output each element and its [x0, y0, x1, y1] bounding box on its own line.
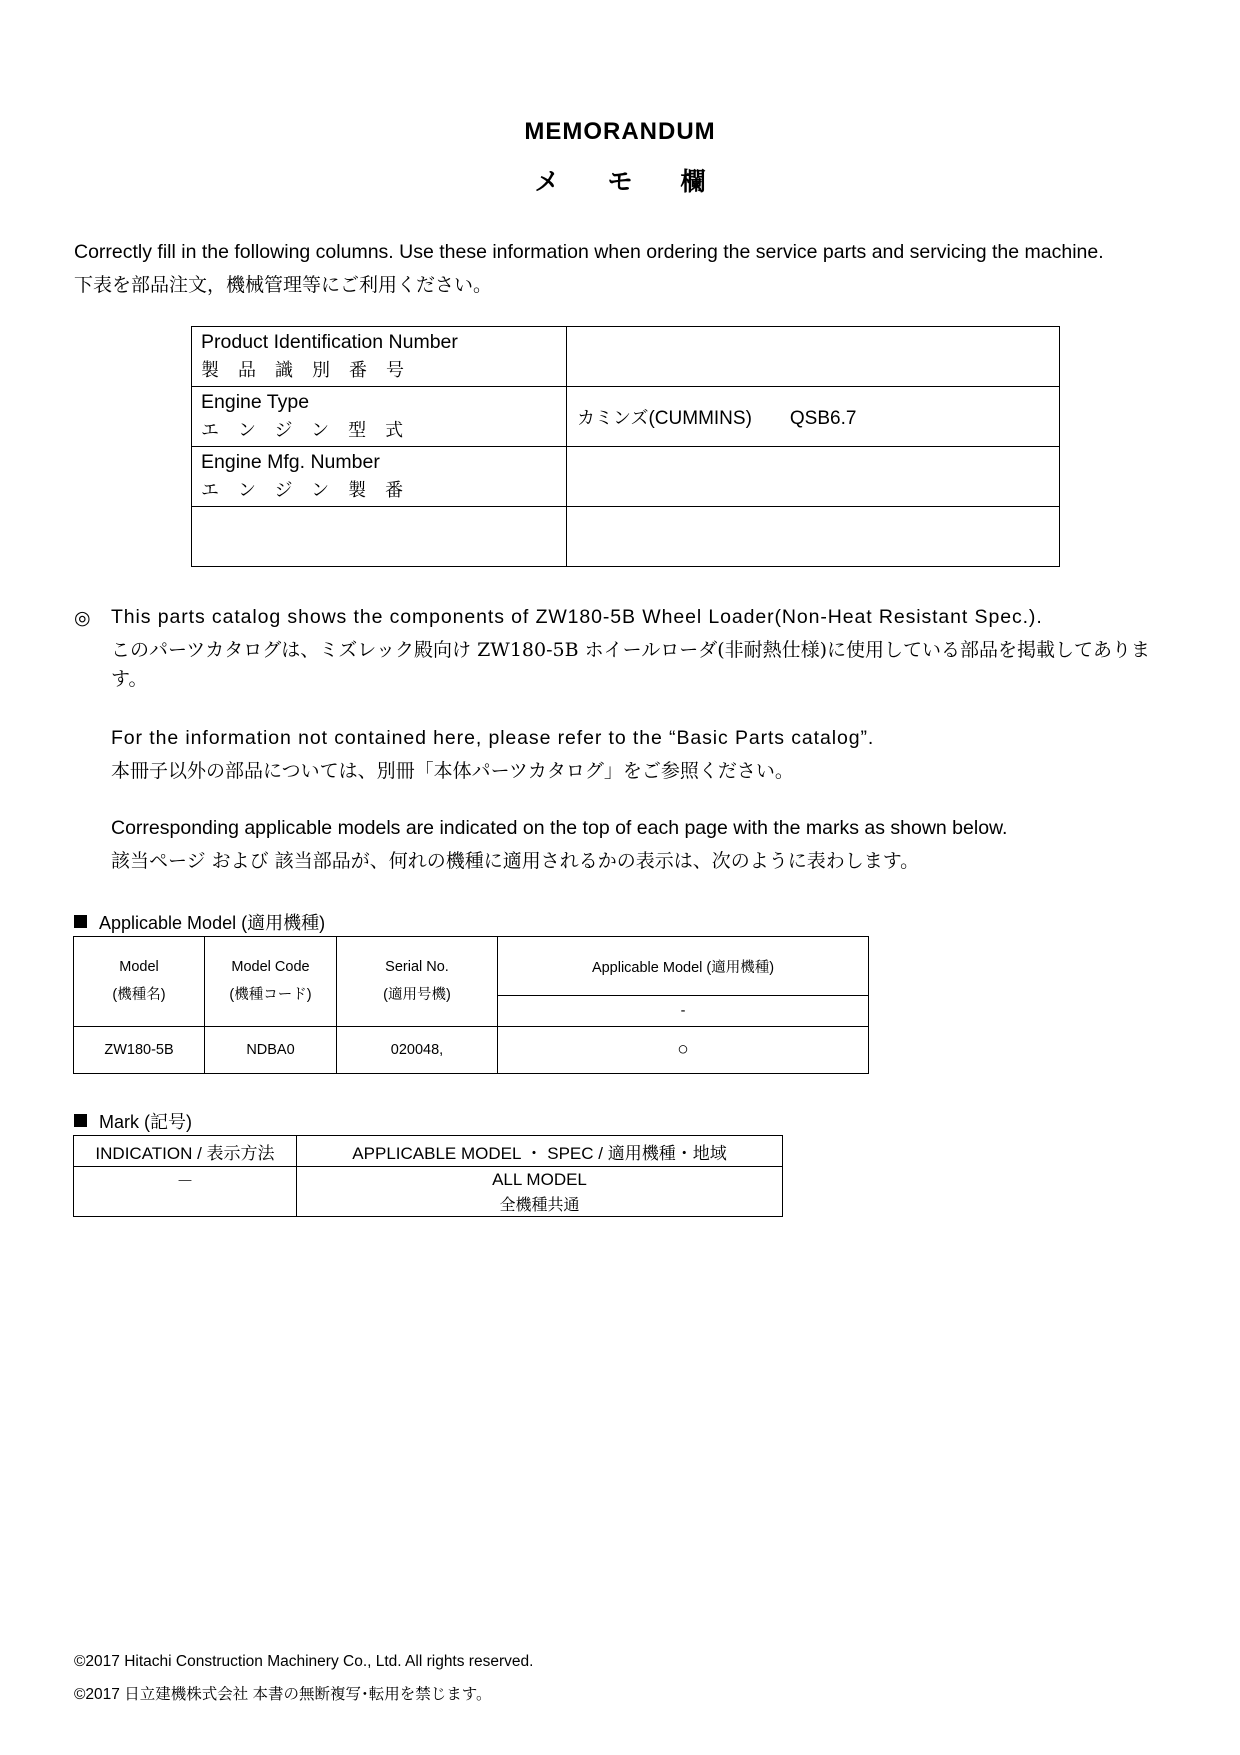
- memo-value-engine-mfg: [567, 447, 1060, 507]
- memo-label-jp: エンジン製番: [201, 480, 423, 501]
- note-basic-catalog-en: For the information not contained here, please refer to the “Basic Parts catalog”.: [111, 727, 875, 749]
- header-serial: [337, 937, 498, 1027]
- header-applicable: Applicable Model (適用機種): [498, 937, 869, 996]
- memo-label-jp: エンジン型式: [201, 420, 423, 441]
- note-applicable-marks-jp: 該当ページ および 該当部品が、何れの機種に適用されるかの表示は、次のように表わします。: [111, 850, 920, 872]
- cell-applicable-spec: [297, 1167, 783, 1217]
- header-serial-en: Serial No.: [385, 959, 449, 975]
- applicable-model-heading: [74, 909, 325, 935]
- page-title-jp: メモ欄: [534, 168, 754, 196]
- header-applicable-sub: -: [498, 996, 869, 1027]
- memo-label-jp: 製品識別番号: [201, 360, 423, 381]
- memo-row-product-id: [192, 327, 1060, 387]
- header-code-jp: (機種コード): [229, 987, 312, 1003]
- cell-all-model-en: ALL MODEL: [492, 1170, 587, 1189]
- engine-maker-en: (CUMMINS): [648, 407, 752, 429]
- black-square-icon: [74, 1114, 87, 1127]
- cell-applicable: ○: [498, 1027, 869, 1074]
- memo-value-product-id: [567, 327, 1060, 387]
- header-model: [74, 937, 205, 1027]
- note-catalog-scope-en: This parts catalog shows the components of ZW180-5B Wheel Loader(Non-Heat Resistant Spec.).: [111, 606, 1043, 628]
- table-row: [74, 1027, 869, 1074]
- engine-model: QSB6.7: [789, 407, 857, 429]
- copyright-jp: ©2017 日立建機株式会社 本書の無断複写･転用を禁じます。: [74, 1686, 492, 1703]
- memo-label-en: Product Identification Number: [201, 331, 458, 353]
- mark-heading-text: Mark (記号): [99, 1112, 192, 1132]
- memo-label-en: Engine Type: [201, 391, 310, 413]
- table-row: [74, 1167, 783, 1217]
- memo-table: [191, 326, 1060, 567]
- cell-indication: －: [74, 1167, 297, 1217]
- memo-value-engine-type: [567, 387, 1060, 447]
- mark-table: [73, 1135, 783, 1217]
- header-indication: INDICATION / 表示方法: [74, 1136, 297, 1167]
- double-circle-icon: ◎: [74, 608, 91, 629]
- header-model-code: [205, 937, 337, 1027]
- table-header-row: [74, 1136, 783, 1167]
- memo-label-cell: [192, 327, 567, 387]
- memo-label-en: Engine Mfg. Number: [201, 451, 380, 473]
- cell-serial: 020048,: [337, 1027, 498, 1074]
- note-catalog-scope-jp: このパーツカタログは、ミズレック殿向け ZW180-5B ホイールローダ(非耐熱仕様)に使用している部品を掲載してあります。: [111, 639, 1151, 690]
- header-model-en: Model: [119, 959, 159, 975]
- memo-label-cell: [192, 507, 567, 567]
- memo-value-blank: [567, 507, 1060, 567]
- header-code-en: Model Code: [231, 959, 310, 975]
- memo-label-cell: [192, 387, 567, 447]
- copyright-en: ©2017 Hitachi Construction Machinery Co., Ltd. All rights reserved.: [74, 1653, 534, 1670]
- memo-row-blank: [192, 507, 1060, 567]
- note-basic-catalog-jp: 本冊子以外の部品については、別冊「本体パーツカタログ」をご参照ください。: [111, 760, 794, 782]
- intro-text-en: Correctly fill in the following columns. Use these information when ordering the service parts and servicing the machine.: [74, 241, 1104, 263]
- black-square-icon: [74, 915, 87, 928]
- engine-maker-jp: カミンズ: [577, 407, 649, 429]
- header-serial-jp: (適用号機): [383, 987, 451, 1003]
- applicable-model-table: [73, 936, 869, 1074]
- table-header-row: [74, 937, 869, 996]
- applicable-model-heading-text: Applicable Model (適用機種): [99, 913, 326, 933]
- cell-model-code: NDBA0: [205, 1027, 337, 1074]
- header-applicable-spec: APPLICABLE MODEL ・ SPEC / 適用機種・地域: [297, 1136, 783, 1167]
- header-model-jp: (機種名): [112, 987, 166, 1003]
- memo-row-engine-mfg: [192, 447, 1060, 507]
- intro-text-jp: 下表を部品注文，機械管理等にご利用ください。: [74, 274, 493, 296]
- memo-label-cell: [192, 447, 567, 507]
- mark-heading: [74, 1108, 192, 1134]
- memo-row-engine-type: [192, 387, 1060, 447]
- cell-all-model-jp: 全機種共通: [499, 1195, 580, 1214]
- cell-model: ZW180-5B: [74, 1027, 205, 1074]
- page-title: MEMORANDUM: [524, 118, 716, 145]
- note-applicable-marks-en: Corresponding applicable models are indicated on the top of each page with the marks as shown below.: [111, 817, 1008, 839]
